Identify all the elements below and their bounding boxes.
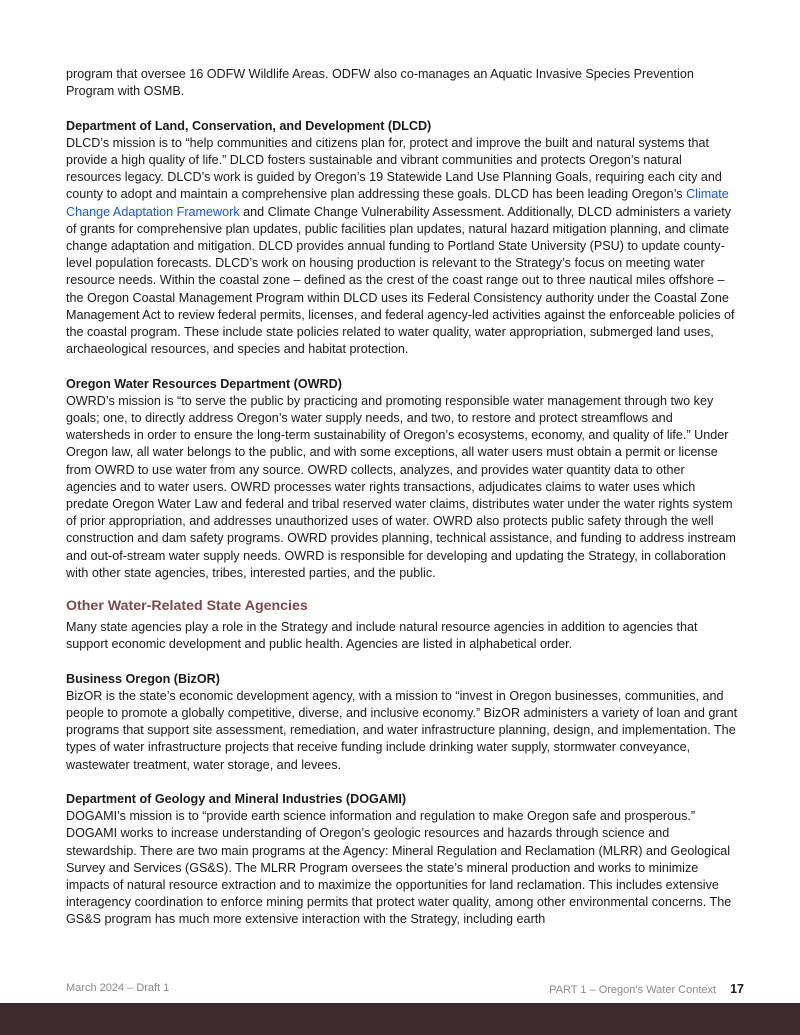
other-agencies-paragraph: Many state agencies play a role in the Strategy and include natural resource agencies in addition to agencies that support economic development and public health. Agencies are listed in alphabetical order. xyxy=(66,620,698,652)
dlcd-paragraph xyxy=(66,135,738,359)
footer-section xyxy=(549,982,744,996)
climate-framework-link[interactable]: Climate Change Adaptation Framework xyxy=(66,187,729,219)
dlcd-text-a: DLCD’s mission is to “help communities and citizens plan for, protect and improve the built and natural systems that provide a high quality of life.” DLCD fosters sustainable and vibrant communities and protects Oregon’s natural resources legacy. DLCD’s work is guided by Oregon’s 19 Statewide Land Use Planning Goals, requiring each city and county to adopt and maintain a comprehensive plan addressing these goals. DLCD has been leading Oregon’s xyxy=(66,135,722,202)
bizor-heading: Business Oregon (BizOR) xyxy=(66,671,220,686)
dogami-paragraph: DOGAMI’s mission is to “provide earth science information and regulation to make Oregon safe and prosperous.” DOGAMI works to increase understanding of Oregon’s geologic resources and hazards through science and stewardship. There are two main programs at the Agency: Mineral Regulation and Reclamation (MLRR) and Geological Survey and Services (GS&S). The MLRR Program oversees the state’s mineral production and works to minimize impacts of natural resource extraction and to maximize the opportunities for land reclamation. This includes extensive interagency coordination to enforce mining permits that protect water quality, among other environmental concerns. The GS&S program has much more extensive interaction with the Strategy, including earth xyxy=(66,809,732,927)
page-footer xyxy=(66,982,744,998)
owrd-heading: Oregon Water Resources Department (OWRD) xyxy=(66,376,342,391)
footer-part-title: PART 1 – Oregon’s Water Context xyxy=(549,984,717,996)
page-body xyxy=(66,66,738,929)
other-agencies-heading: Other Water-Related State Agencies xyxy=(66,598,308,615)
page-number: 17 xyxy=(730,982,744,996)
dlcd-heading: Department of Land, Conservation, and Development (DLCD) xyxy=(66,118,432,133)
bizor-paragraph: BizOR is the state’s economic development agency, with a mission to “invest in Oregon businesses, communities, and people to promote a globally competitive, diverse, and inclusive economy.” BizOR administers a variety of loan and grant programs that support site assessment, remediation, and water infrastructure planning, design, and implementation. The types of water infrastructure projects that receive funding include drinking water supply, stormwater conveyance, wastewater treatment, water storage, and levees. xyxy=(66,688,738,772)
bottom-bar xyxy=(0,1003,800,1035)
dogami-heading: Department of Geology and Mineral Industries (DOGAMI) xyxy=(66,792,407,807)
intro-paragraph: program that oversee 16 ODFW Wildlife Areas. ODFW also co-manages an Aquatic Invasive Species Prevention Program with OSMB. xyxy=(66,67,694,99)
dlcd-text-b: and Climate Change Vulnerability Assessment. Additionally, DLCD administers a variety of grants for comprehensive plan updates, public facilities plan updates, natural hazard mitigation planning, and climate change adaptation and mitigation. DLCD provides annual funding to Portland State University (PSU) to update county-level population forecasts. DLCD’s work on housing production is relevant to the Strategy’s focus on meeting water resource needs. Within the coastal zone – defined as the crest of the coast range out to three nautical miles offshore – the Oregon Coastal Management Program within DLCD uses its Federal Consistency authority under the Coastal Zone Management Act to review federal permits, licenses, and federal agency-led activities against the enforceable policies of the coastal program. These include state policies related to water quality, water appropriation, submerged land uses, archaeological resources, and species and habitat protection. xyxy=(66,204,735,357)
footer-date: March 2024 – Draft 1 xyxy=(66,982,170,994)
owrd-paragraph: OWRD’s mission is “to serve the public by practicing and promoting responsible water management through two key goals; one, to directly address Oregon’s water supply needs, and two, to restore and protect streamflows and watersheds in order to ensure the long-term sustainability of Oregon’s ecosystems, economy, and quality of life.” Under Oregon law, all water belongs to the public, and with some exceptions, all water users must obtain a permit or license from OWRD to use water from any source. OWRD collects, analyzes, and provides water quantity data to other agencies and to water users. OWRD processes water rights transactions, adjudicates claims to water uses which predate Oregon Water Law and federal and tribal reserved water claims, distributes water under the water rights system of prior appropriation, and addresses unauthorized uses of water. OWRD also protects public safety through the well construction and dam safety programs. OWRD provides planning, technical assistance, and funding to address instream and out-of-stream water supply needs. OWRD is responsible for developing and updating the Strategy, in collaboration with other state agencies, tribes, interested parties, and the public. xyxy=(66,393,736,580)
